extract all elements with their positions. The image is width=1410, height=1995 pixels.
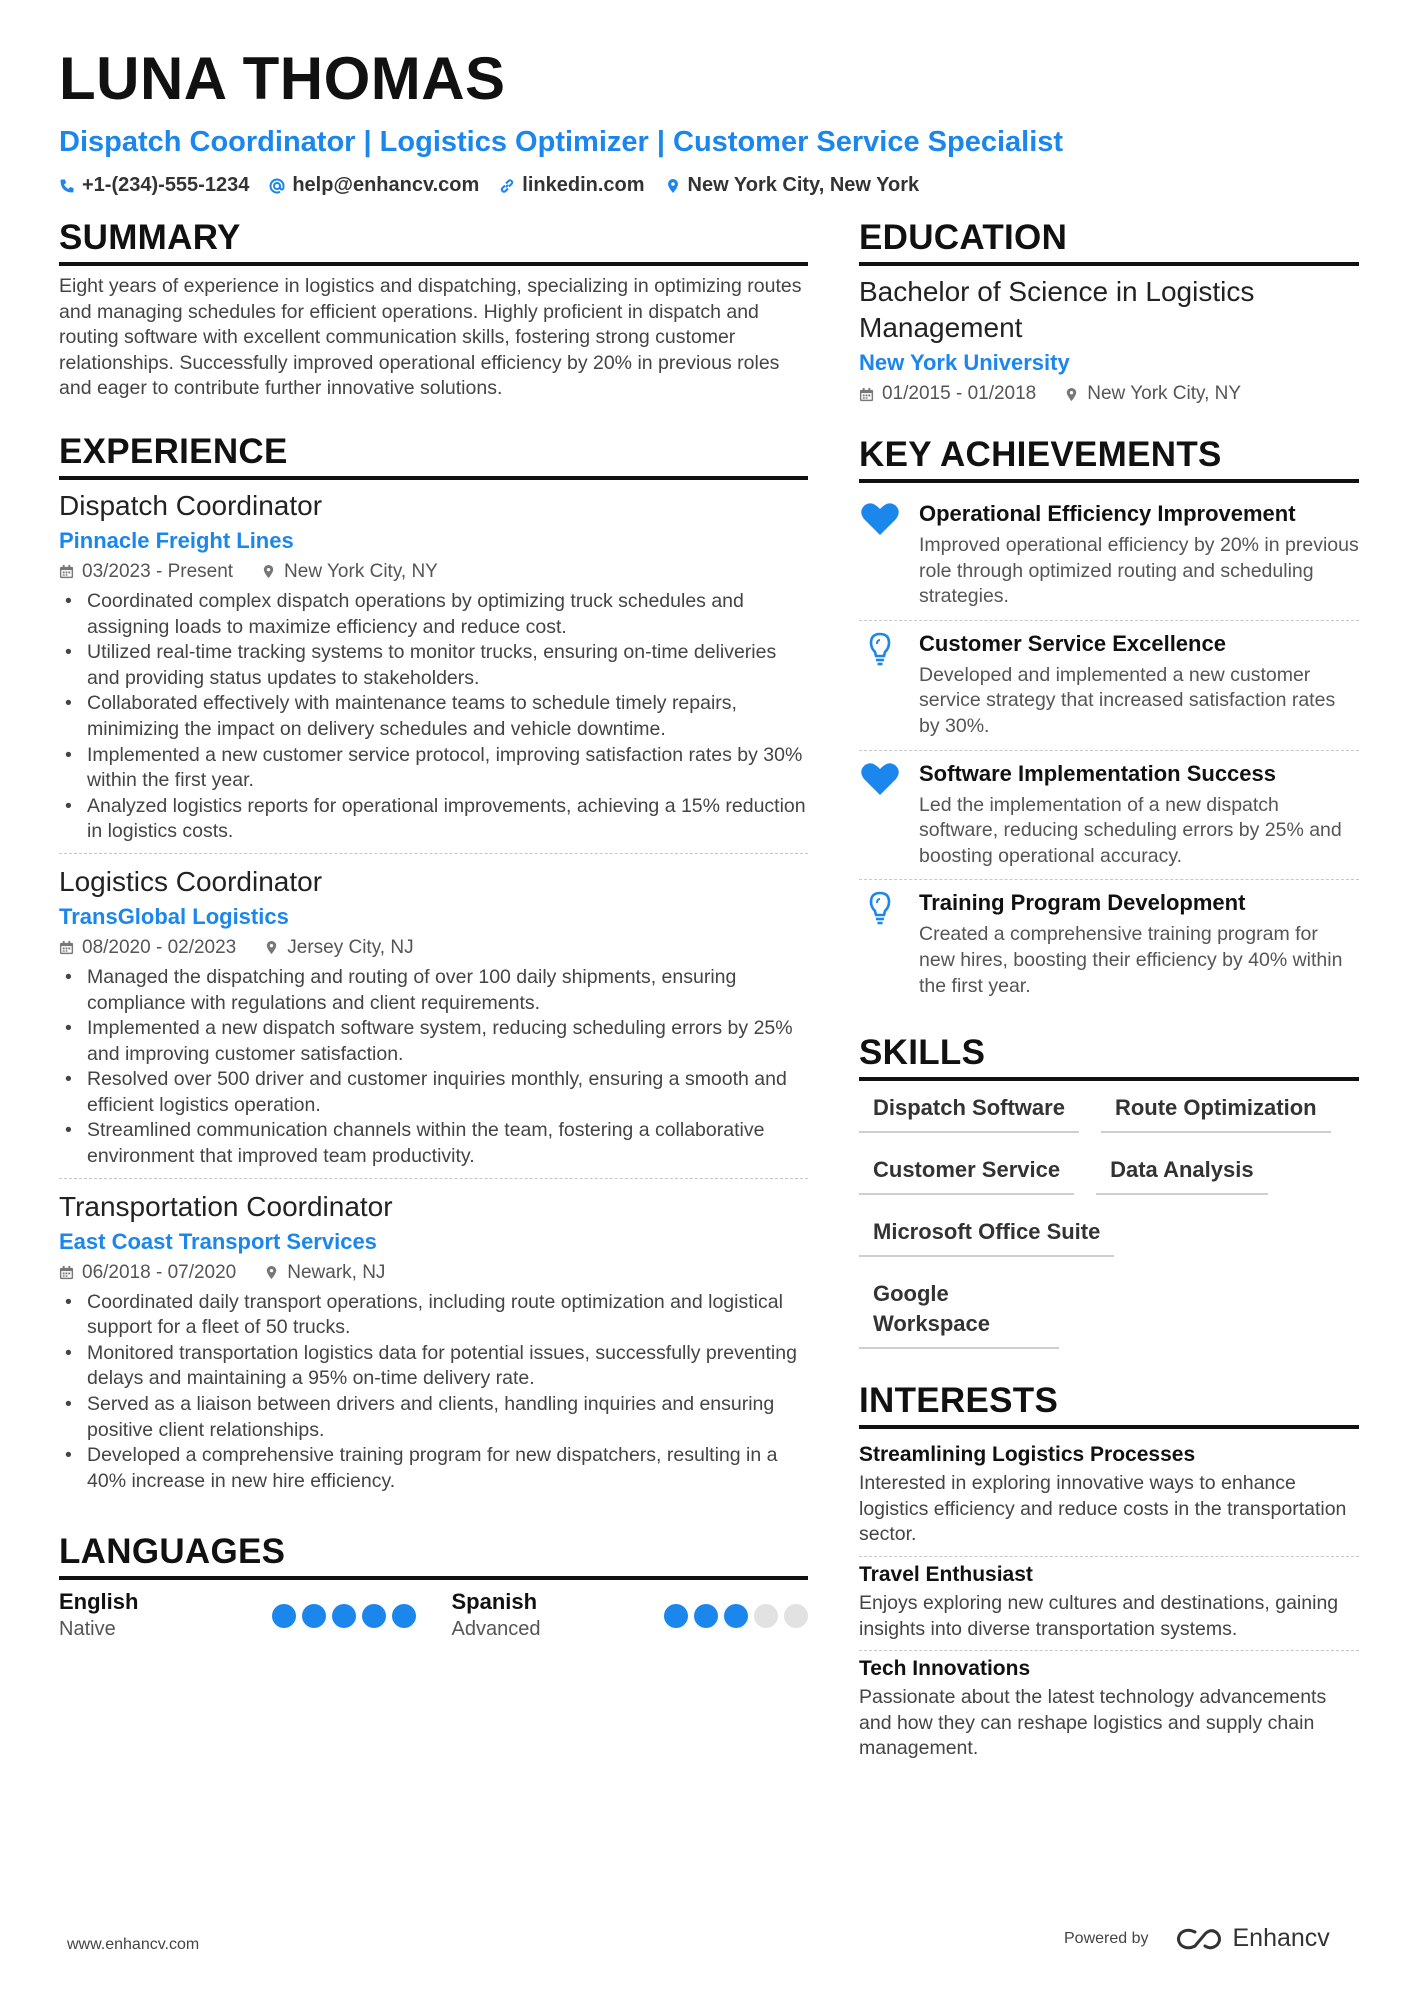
calendar-icon — [59, 940, 74, 955]
education-dates-text: 01/2015 - 01/2018 — [882, 383, 1037, 404]
contact-location-text: New York City, New York — [687, 174, 920, 196]
job-bullet: • Collaborated effectively with maintenance teams to schedule timely repairs, minimizing the impact on delivery schedules and vehicle downtime. — [59, 691, 808, 742]
enhancv-logo[interactable] — [1175, 1924, 1330, 1953]
rating-dot-empty — [754, 1604, 778, 1628]
job-bullet: • Analyzed logistics reports for operational improvements, achieving a 15% reduction in logistics costs. — [59, 794, 808, 845]
skills-list — [859, 1089, 1359, 1349]
footer-branding — [1064, 1924, 1330, 1953]
education-school: New York University — [859, 350, 1070, 375]
skill-tag: Route Optimization — [1101, 1089, 1331, 1133]
education-heading: EDUCATION — [859, 216, 1359, 266]
job-role: Logistics Coordinator — [59, 865, 323, 897]
calendar-icon — [59, 564, 74, 579]
education-section — [859, 216, 1359, 407]
achievement-desc: Created a comprehensive training program for new hires, boosting their efficiency by 40% within the first year. — [919, 923, 1343, 997]
job-location-text: Newark, NJ — [287, 1261, 386, 1283]
language-level: Advanced — [451, 1618, 541, 1641]
right-column — [859, 216, 1359, 1770]
job-meta — [59, 935, 808, 961]
education-location — [1064, 381, 1241, 407]
achievements-heading: KEY ACHIEVEMENTS — [859, 433, 1359, 483]
achievement-title: Software Implementation Success — [919, 760, 1276, 786]
resume-header — [59, 44, 1359, 197]
job-meta — [59, 559, 808, 585]
job-bullet: • Served as a liaison between drivers and clients, handling inquiries and ensuring positive client relationships. — [59, 1392, 808, 1443]
job-location — [264, 1260, 385, 1286]
skill-tag: Data Analysis — [1096, 1151, 1267, 1195]
achievement-item — [859, 751, 1359, 881]
powered-by-label: Powered by — [1064, 1929, 1149, 1947]
job-dates — [59, 935, 236, 961]
job-entry — [59, 488, 808, 854]
interest-item — [859, 1557, 1359, 1651]
location-icon — [665, 178, 681, 194]
job-bullet: • Implemented a new customer service protocol, improving satisfaction rates by 30% within the first year. — [59, 743, 808, 794]
job-company: East Coast Transport Services — [59, 1228, 377, 1254]
language-rating — [664, 1604, 808, 1628]
rating-dot-filled — [332, 1604, 356, 1628]
job-dates-text: 06/2018 - 07/2020 — [82, 1261, 237, 1283]
achievement-desc: Improved operational efficiency by 20% in previous role through optimized routing and scheduling strategies. — [919, 534, 1359, 608]
achievements-section — [859, 433, 1359, 1009]
phone-icon — [59, 178, 75, 194]
languages-list — [59, 1588, 808, 1642]
job-role: Transportation Coordinator — [59, 1190, 393, 1222]
language-name: English — [59, 1589, 139, 1615]
language-rating — [272, 1604, 416, 1628]
skill-tag: Microsoft Office Suite — [859, 1213, 1114, 1257]
summary-heading: SUMMARY — [59, 216, 808, 266]
location-icon — [264, 1265, 279, 1280]
interest-item — [859, 1437, 1359, 1557]
contact-linkedin-text: linkedin.com — [522, 174, 645, 196]
skill-tag: Customer Service — [859, 1151, 1074, 1195]
summary-section — [59, 216, 808, 402]
languages-heading: LANGUAGES — [59, 1530, 808, 1580]
interest-item — [859, 1651, 1359, 1770]
skills-section — [859, 1031, 1359, 1349]
job-bullet: • Developed a comprehensive training program for new dispatchers, resulting in a 40% increase in new hire efficiency. — [59, 1443, 808, 1494]
interest-title: Travel Enthusiast — [859, 1562, 1033, 1586]
job-location-text: New York City, NY — [284, 560, 438, 582]
education-degree: Bachelor of Science in Logistics Management — [859, 276, 1255, 343]
achievement-title: Training Program Development — [919, 890, 1246, 916]
interest-desc: Enjoys exploring new cultures and destinations, gaining insights into diverse transportation systems. — [859, 1591, 1339, 1640]
job-location — [261, 559, 438, 585]
language-item — [59, 1588, 416, 1642]
contact-phone-text: +1-(234)-555-1234 — [82, 174, 250, 196]
job-dates — [59, 559, 233, 585]
job-bullet: • Coordinated complex dispatch operations by optimizing truck schedules and assigning loads to maximize efficiency and reduce cost. — [59, 589, 808, 640]
rating-dot-filled — [362, 1604, 386, 1628]
job-meta — [59, 1260, 808, 1286]
lightbulb-icon — [860, 631, 900, 667]
contact-email-text: help@enhancv.com — [292, 174, 480, 196]
job-bullets — [59, 1290, 808, 1495]
job-bullet: • Resolved over 500 driver and customer inquiries monthly, ensuring a smooth and efficient logistics operation. — [59, 1067, 808, 1118]
enhancv-brand-text: Enhancv — [1232, 1924, 1330, 1952]
contact-linkedin[interactable] — [499, 174, 644, 197]
contact-phone[interactable] — [59, 174, 249, 197]
job-bullet: • Streamlined communication channels within the team, fostering a collaborative environment that improved team productivity. — [59, 1118, 808, 1169]
education-dates — [859, 381, 1036, 407]
rating-dot-empty — [784, 1604, 808, 1628]
job-bullets — [59, 589, 808, 845]
candidate-name: LUNA THOMAS — [59, 45, 506, 112]
location-icon — [1064, 387, 1079, 402]
experience-section — [59, 430, 808, 1502]
job-location-text: Jersey City, NJ — [287, 936, 414, 958]
job-company: Pinnacle Freight Lines — [59, 527, 294, 553]
job-role: Dispatch Coordinator — [59, 489, 323, 521]
language-item — [452, 1588, 809, 1642]
job-location — [264, 935, 413, 961]
skill-tag: Dispatch Software — [859, 1089, 1079, 1133]
languages-section — [59, 1530, 808, 1642]
summary-text: Eight years of experience in logistics and dispatching, specializing in optimizing routes and managing schedules for efficient operations. Highly proficient in dispatch and routing software with excellent communication skills, fostering strong customer relationships. Successfully improved operational efficiency by 20% in previous roles and eager to contribute further innovative solutions. — [59, 275, 802, 400]
rating-dot-filled — [392, 1604, 416, 1628]
rating-dot-filled — [664, 1604, 688, 1628]
job-bullet: • Coordinated daily transport operations, including route optimization and logistical support for a fleet of 50 trucks. — [59, 1290, 808, 1341]
rating-dot-filled — [302, 1604, 326, 1628]
job-bullet: • Implemented a new dispatch software system, reducing scheduling errors by 25% and improving customer satisfaction. — [59, 1016, 808, 1067]
achievement-desc: Developed and implemented a new customer service strategy that increased satisfaction rates by 30%. — [919, 663, 1336, 737]
job-dates — [59, 1260, 236, 1286]
enhancv-logo-icon — [1175, 1926, 1223, 1952]
job-bullet: • Monitored transportation logistics data for potential issues, successfully preventing delays and maintaining a 95% on-time delivery rate. — [59, 1341, 808, 1392]
left-column — [59, 216, 808, 1642]
interest-title: Streamlining Logistics Processes — [859, 1443, 1196, 1467]
achievement-title: Operational Efficiency Improvement — [919, 501, 1296, 526]
education-meta — [859, 381, 1359, 407]
contact-email[interactable] — [269, 174, 479, 197]
interests-section — [859, 1379, 1359, 1770]
language-level: Native — [59, 1618, 116, 1641]
interest-desc: Passionate about the latest technology advancements and how they can reshape logistics and supply chain management. — [859, 1686, 1327, 1760]
achievement-title: Customer Service Excellence — [919, 630, 1226, 656]
skill-tag: Google Workspace — [859, 1275, 1059, 1349]
job-company: TransGlobal Logistics — [59, 903, 289, 929]
job-bullet: • Managed the dispatching and routing of over 100 daily shipments, ensuring compliance with regulations and client requirements. — [59, 965, 808, 1016]
candidate-title: Dispatch Coordinator | Logistics Optimizer | Customer Service Specialist — [59, 126, 1064, 158]
location-icon — [261, 564, 276, 579]
footer-website[interactable]: www.enhancv.com — [67, 1936, 200, 1953]
achievement-desc: Led the implementation of a new dispatch software, reducing scheduling errors by 25% and boosting operational accuracy. — [919, 793, 1342, 867]
job-entry — [59, 864, 808, 1179]
interests-heading: INTERESTS — [859, 1379, 1359, 1429]
job-entry — [59, 1189, 808, 1503]
calendar-icon — [859, 387, 874, 402]
achievement-item — [859, 621, 1359, 751]
job-bullets — [59, 965, 808, 1170]
skills-heading: SKILLS — [859, 1031, 1359, 1081]
achievement-item — [859, 491, 1359, 621]
job-bullet: • Utilized real-time tracking systems to monitor trucks, ensuring on-time deliveries and providing status updates to stakeholders. — [59, 640, 808, 691]
rating-dot-filled — [272, 1604, 296, 1628]
job-dates-text: 08/2020 - 02/2023 — [82, 936, 237, 958]
rating-dot-filled — [724, 1604, 748, 1628]
at-icon — [269, 178, 285, 194]
interest-title: Tech Innovations — [859, 1657, 1031, 1681]
education-location-text: New York City, NY — [1087, 383, 1242, 404]
language-name: Spanish — [451, 1589, 538, 1615]
interest-desc: Interested in exploring innovative ways to enhance logistics efficiency and reduce costs in the transportation sector. — [859, 1472, 1347, 1546]
contact-location — [665, 174, 920, 197]
rating-dot-filled — [694, 1604, 718, 1628]
experience-heading: EXPERIENCE — [59, 430, 808, 480]
job-dates-text: 03/2023 - Present — [82, 560, 234, 582]
location-icon — [264, 940, 279, 955]
calendar-icon — [59, 1265, 74, 1280]
achievement-item — [859, 880, 1359, 1009]
heart-icon — [860, 761, 900, 797]
link-icon — [499, 178, 515, 194]
heart-icon — [860, 501, 900, 537]
lightbulb-icon — [860, 890, 900, 926]
contact-bar — [59, 174, 1359, 197]
